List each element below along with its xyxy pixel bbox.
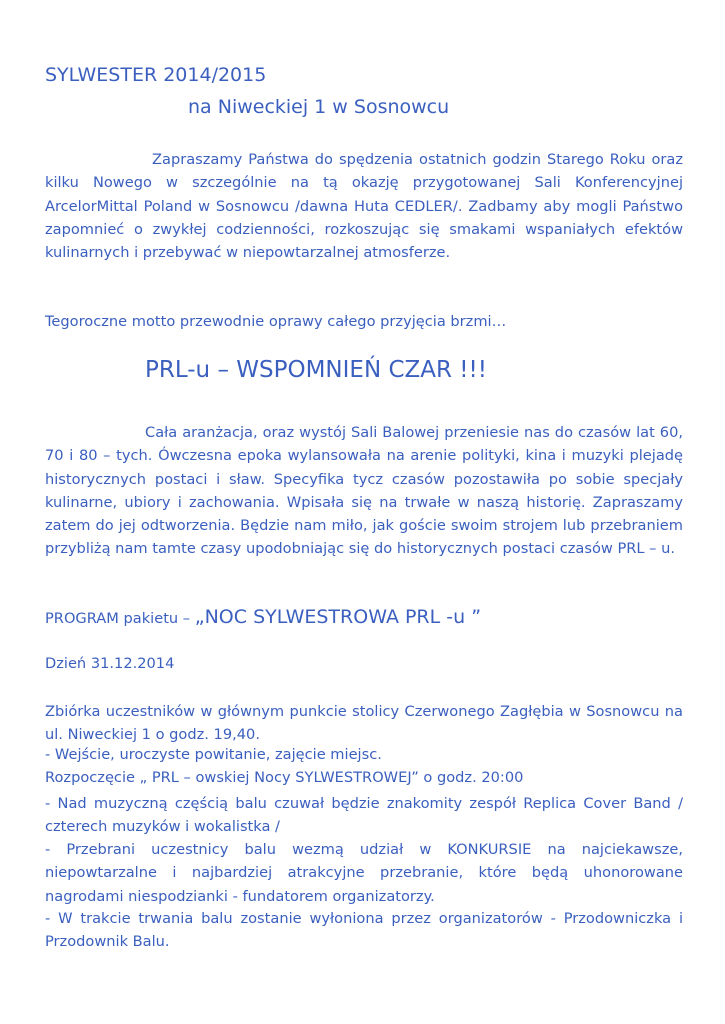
schedule-item-4: - Nad muzyczną częścią balu czuwał będzie znakomity zespół Replica Cover Band / czterech muzyków i wokalistka / [45,795,683,836]
schedule-item-5: - Przebrani uczestnicy balu wezmą udział w KONKURSIE na najciekawsze, niepowtarzalne i najbardziej atrakcyjne przebranie, które będą uhonorowane nagrodami niespodzianki - fundatorem organizatorzy. [45,841,683,905]
motto-intro: Tegoroczne motto przewodnie oprawy całego przyjęcia brzmi… [45,313,507,330]
page-subtitle: na Niweckiej 1 w Sosnowcu [188,96,450,118]
date-line: Dzień 31.12.2014 [45,655,175,672]
schedule-item-3: Rozpoczęcie „ PRL – owskiej Nocy SYLWESTROWEJ” o godz. 20:00 [45,769,524,786]
program-heading [45,606,481,628]
page-title: SYLWESTER 2014/2015 [45,64,267,86]
schedule-item-6: - W trakcie trwania balu zostanie wyłoniona przez organizatorów - Przodowniczka i Przodownik Balu. [45,910,683,951]
schedule-item-1: Zbiórka uczestników w głównym punkcie stolicy Czerwonego Zagłębia w Sosnowcu na ul. Niweckiej 1 o godz. 19,40. [45,703,683,744]
program-name: „NOC SYLWESTROWA PRL -u ” [194,606,482,628]
schedule-item-2: - Wejście, uroczyste powitanie, zajęcie miejsc. [45,746,382,763]
arrangement-paragraph: Cała aranżacja, oraz wystój Sali Balowej przeniesie nas do czasów lat 60, 70 i 80 – tych. Ówczesna epoka wylansowała na arenie polityki, kina i muzyki plejadę historycznych postaci i sław. Specyfika tycz czasów pozostawiła po sobie specjały kulinarne, ubiory i zachowania. Wpisała się na trwałe w naszą historię. Zapraszamy zatem do jej odtworzenia. Będzie nam miło, jak goście swoim strojem lub przebraniem przybliżą nam tamte czasy upodobniając się do historycznych postaci czasów PRL – u. [45,424,683,558]
motto-heading: PRL-u – WSPOMNIEŃ CZAR !!! [145,357,487,383]
program-label: PROGRAM pakietu – [45,610,195,627]
intro-paragraph: Zapraszamy Państwa do spędzenia ostatnich godzin Starego Roku oraz kilku Nowego w szczególnie na tą okazję przygotowanej Sali Konferencyjnej ArcelorMittal Poland w Sosnowcu /dawna Huta CEDLER/. Zadbamy aby mogli Państwo zapomnieć o zwykłej codzienności, rozkoszując się smakami wspaniałych efektów kulinarnych i przebywać w niepowtarzalnej atmosferze. [45,151,683,262]
